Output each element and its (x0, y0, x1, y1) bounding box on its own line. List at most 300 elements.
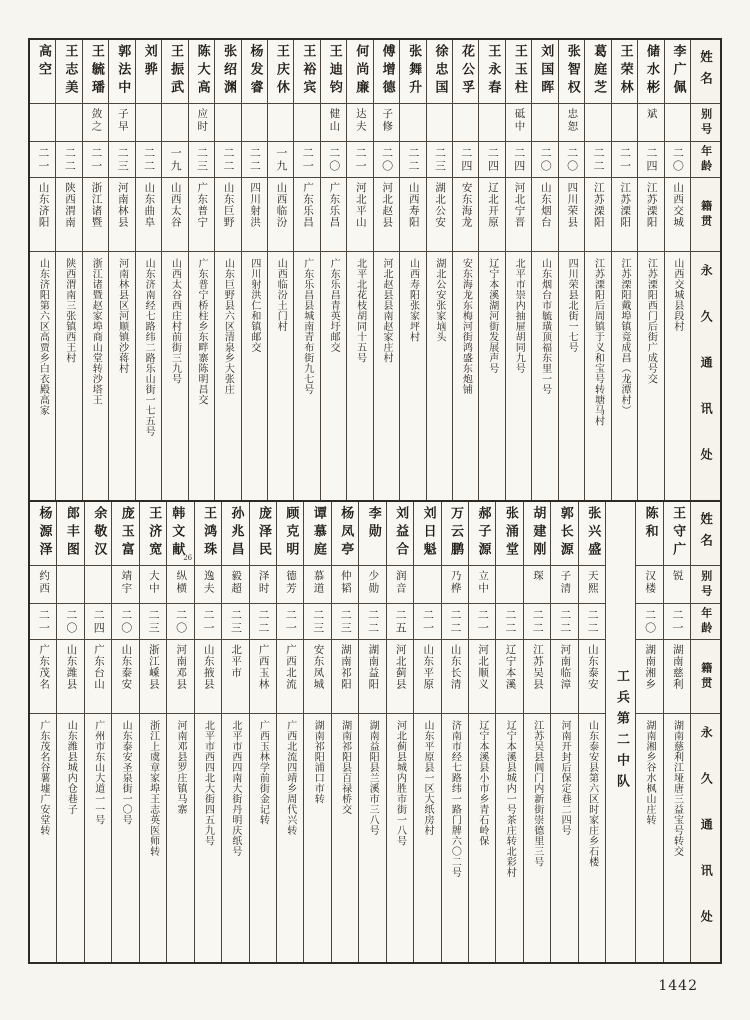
age-cell (30, 604, 56, 640)
person-address: 河北蓟县城内胜市街一八号 (394, 720, 406, 846)
name-cell (242, 40, 267, 104)
person-alias: 天熙 (586, 570, 599, 595)
person-age: 二〇 (119, 608, 133, 635)
person-alias: 汉楼 (644, 570, 657, 595)
person-native-place: 江苏吴县 (531, 644, 544, 690)
person-age: 二一 (301, 146, 315, 173)
address-cell (400, 252, 425, 500)
name-cell (479, 40, 504, 104)
person-age: 二四 (459, 146, 473, 173)
header-age-cell (691, 604, 720, 640)
name-cell (524, 502, 550, 566)
address-cell (136, 252, 161, 500)
person-name: 王守广 (670, 506, 686, 560)
person-address: 湖南祁阳浦口市转 (312, 720, 324, 804)
name-cell (506, 40, 531, 104)
address-cell (294, 252, 319, 500)
age-cell (222, 604, 248, 640)
person-alias: 锐 (671, 570, 684, 583)
age-cell (294, 142, 319, 178)
name-cell (453, 40, 478, 104)
age-cell (665, 142, 690, 178)
age-cell (400, 142, 425, 178)
native-place-cell (268, 178, 293, 252)
person-age: 二二 (531, 608, 545, 635)
person-column (320, 40, 346, 500)
alias-cell (56, 104, 81, 142)
person-age: 一九 (274, 146, 288, 173)
alias-cell (83, 104, 108, 142)
person-name: 花公孚 (458, 44, 474, 98)
name-cell (222, 502, 248, 566)
person-alias: 忠恕 (566, 108, 579, 133)
person-address: 山东济南经七路纬二路乐山街一七五号 (143, 258, 155, 437)
person-name: 庞玉富 (118, 506, 134, 560)
alias-cell (30, 566, 56, 604)
name-cell (414, 502, 440, 566)
person-address: 江苏溧阳西门后街广成号交 (645, 258, 657, 384)
age-cell (85, 604, 111, 640)
person-address: 河北赵县县南赵家庄村 (381, 258, 392, 363)
person-address: 广州市东山大道一一号 (92, 720, 104, 825)
person-address: 广西北流四靖乡周代兴转 (284, 720, 296, 836)
alias-cell (414, 566, 440, 604)
person-alias: 纵横 (175, 570, 188, 595)
person-native-place: 山东烟台 (539, 182, 552, 228)
alias-cell (638, 104, 663, 142)
person-address: 山东泰安圣泉街一〇号 (120, 720, 132, 825)
person-column (241, 40, 267, 500)
person-native-place: 广东普宁 (196, 182, 209, 228)
age-cell (162, 142, 187, 178)
person-column (267, 40, 293, 500)
person-column (30, 502, 56, 962)
person-column (441, 502, 468, 962)
person-column (194, 502, 221, 962)
age-cell (57, 604, 83, 640)
age-cell (453, 142, 478, 178)
person-native-place: 河北宁晋 (513, 182, 526, 228)
native-place-cell (112, 640, 138, 714)
alias-cell (30, 104, 55, 142)
person-name: 王志美 (62, 44, 78, 98)
header-address-label: 永久通讯处 (699, 264, 714, 494)
name-cell (85, 502, 111, 566)
person-address: 山东泰安县第六区时家庄乡石楼 (586, 720, 598, 867)
person-age: 二〇 (565, 146, 579, 173)
name-cell (665, 40, 690, 104)
person-column (373, 40, 399, 500)
person-address: 广西玉林学前街金记转 (257, 720, 269, 825)
person-name: 王庆休 (273, 44, 289, 98)
row-header-column (690, 502, 720, 962)
alias-cell (162, 104, 187, 142)
person-name: 胡建刚 (530, 506, 546, 560)
native-place-cell (195, 640, 221, 714)
native-place-cell (496, 640, 522, 714)
alias-cell (524, 566, 550, 604)
age-cell (585, 142, 610, 178)
person-name: 王裕宾 (300, 44, 316, 98)
native-place-cell (85, 640, 111, 714)
native-place-cell (162, 178, 187, 252)
person-alias: 健山 (328, 108, 341, 133)
person-column (386, 502, 413, 962)
address-cell (250, 714, 276, 962)
age-cell (321, 142, 346, 178)
name-cell (30, 40, 55, 104)
header-alias-cell (691, 104, 720, 142)
roster-sheet (28, 38, 722, 964)
address-cell (30, 714, 56, 962)
person-column (635, 502, 662, 962)
address-cell (140, 714, 166, 962)
person-age: 二一 (421, 608, 435, 635)
person-native-place: 湖南湘乡 (644, 644, 657, 690)
person-address: 辽宁本溪县小市乡青石岭保 (476, 720, 488, 846)
alias-cell (304, 566, 330, 604)
person-alias: 应时 (196, 108, 209, 133)
person-age: 二〇 (380, 146, 394, 173)
person-name: 杨凤亭 (338, 506, 354, 560)
person-address: 广东普宁桥柱乡东畔寨陈明昌交 (195, 258, 207, 405)
name-cell (442, 502, 468, 566)
alias-cell (195, 566, 221, 604)
person-native-place: 江苏溧阳 (619, 182, 632, 228)
header-alias-cell (691, 566, 720, 604)
alias-cell (242, 104, 267, 142)
name-cell (551, 502, 577, 566)
age-cell (242, 142, 267, 178)
address-cell (387, 714, 413, 962)
address-cell (479, 252, 504, 500)
alias-cell (442, 566, 468, 604)
person-name: 余敬汉 (91, 506, 107, 560)
person-age: 二一 (89, 146, 103, 173)
person-address: 山西交城县段村 (671, 258, 683, 332)
person-column (346, 40, 372, 500)
person-name: 傅增德 (379, 44, 395, 98)
person-age: 二二 (586, 608, 600, 635)
person-alias: 乃桦 (449, 570, 462, 595)
person-native-place: 山东泰安 (586, 644, 599, 690)
person-age: 二一 (618, 146, 632, 173)
person-native-place: 河南林县 (116, 182, 129, 228)
person-native-place: 河北蓟县 (394, 644, 407, 690)
alias-cell (636, 566, 662, 604)
address-cell (427, 252, 452, 500)
native-place-cell (250, 640, 276, 714)
age-cell (112, 604, 138, 640)
person-column (56, 502, 83, 962)
name-cell (469, 502, 495, 566)
name-footnote-number: 26 (183, 554, 193, 562)
person-column (663, 502, 690, 962)
address-cell (57, 714, 83, 962)
alias-cell (665, 104, 690, 142)
person-name: 郎丰图 (63, 506, 79, 560)
unit-section-cell (606, 502, 635, 962)
person-age: 二〇 (643, 608, 657, 635)
person-name: 陈和 (642, 506, 658, 542)
name-cell (195, 502, 221, 566)
person-column (55, 40, 81, 500)
alias-cell (585, 104, 610, 142)
header-alias-label: 别号 (699, 107, 713, 138)
person-column (293, 40, 319, 500)
address-cell (195, 714, 221, 962)
person-column (82, 40, 108, 500)
person-alias: 子早 (116, 108, 129, 133)
person-native-place: 山东潍县 (65, 644, 78, 690)
alias-cell (387, 566, 413, 604)
person-column (135, 40, 161, 500)
native-place-cell (479, 178, 504, 252)
person-alias: 达夫 (354, 108, 367, 133)
native-place-cell (359, 640, 385, 714)
address-cell (665, 252, 690, 500)
person-native-place: 江苏溧阳 (592, 182, 605, 228)
person-column (495, 502, 522, 962)
native-place-cell (400, 178, 425, 252)
person-age: 二二 (558, 608, 572, 635)
alias-cell (579, 566, 605, 604)
person-native-place: 山东泰安 (120, 644, 133, 690)
address-cell (551, 714, 577, 962)
native-place-cell (524, 640, 550, 714)
header-native-cell (691, 178, 720, 252)
person-native-place: 河南邓县 (175, 644, 188, 690)
age-cell (496, 604, 522, 640)
alias-cell (268, 104, 293, 142)
person-column (166, 502, 193, 962)
person-address: 河南邓县罗庄镇马寨 (175, 720, 186, 815)
person-column (558, 40, 584, 500)
person-name: 杨源泽 (36, 506, 52, 560)
person-address: 四川射洪仁和镇邮交 (248, 258, 260, 353)
address-cell (277, 714, 303, 962)
age-cell (56, 142, 81, 178)
address-cell (162, 252, 187, 500)
person-column (214, 40, 240, 500)
alias-cell (85, 566, 111, 604)
alias-cell (469, 566, 495, 604)
native-place-cell (189, 178, 214, 252)
name-cell (359, 502, 385, 566)
name-cell (189, 40, 214, 104)
alias-cell (294, 104, 319, 142)
age-cell (215, 142, 240, 178)
alias-cell (496, 566, 522, 604)
name-cell (496, 502, 522, 566)
alias-cell (551, 566, 577, 604)
name-cell (321, 40, 346, 104)
person-age: 二一 (671, 608, 684, 635)
native-place-cell (585, 178, 610, 252)
name-cell (638, 40, 663, 104)
person-name: 葛庭芝 (591, 44, 607, 98)
native-place-cell (242, 178, 267, 252)
person-column (108, 40, 134, 500)
person-name: 谭慕庭 (310, 506, 326, 560)
person-column (452, 40, 478, 500)
name-cell (57, 502, 83, 566)
name-cell (215, 40, 240, 104)
person-native-place: 安东海龙 (460, 182, 473, 228)
person-name: 王鸿珠 (201, 506, 217, 560)
person-native-place: 山东平原 (422, 644, 435, 690)
person-name: 庞泽民 (255, 506, 271, 560)
native-place-cell (612, 178, 637, 252)
row-header-column (690, 40, 720, 500)
alias-cell (359, 566, 385, 604)
name-cell (427, 40, 452, 104)
person-column (221, 502, 248, 962)
person-native-place: 江苏溧阳 (645, 182, 658, 228)
person-age: 二〇 (64, 608, 78, 635)
native-place-cell (30, 640, 56, 714)
address-cell (469, 714, 495, 962)
header-name-label: 姓名 (698, 512, 714, 555)
person-native-place: 湖南祁阳 (339, 644, 352, 690)
native-place-cell (332, 640, 358, 714)
person-name: 高空 (35, 44, 51, 80)
person-name: 王济宽 (146, 506, 162, 560)
person-address: 江苏溧阳戴埠镇竟成昌（龙潭村） (618, 258, 630, 416)
name-cell (30, 502, 56, 566)
name-cell (268, 40, 293, 104)
address-cell (83, 252, 108, 500)
alias-cell (57, 566, 83, 604)
native-place-cell (277, 640, 303, 714)
address-cell (85, 714, 111, 962)
person-name: 刘国晖 (538, 44, 554, 98)
person-alias: 大中 (147, 570, 160, 595)
native-place-cell (136, 178, 161, 252)
age-cell (277, 604, 303, 640)
address-cell (167, 714, 193, 962)
address-cell (359, 714, 385, 962)
native-place-cell (294, 178, 319, 252)
native-place-cell (83, 178, 108, 252)
person-address: 北平市西四北大街四五九号 (202, 720, 214, 846)
person-name: 何尚廉 (353, 44, 369, 98)
person-address: 山西寿阳张家坪村 (407, 258, 419, 342)
age-cell (140, 604, 166, 640)
age-cell (636, 604, 662, 640)
native-place-cell (442, 640, 468, 714)
person-address: 浙江诸暨赵家埠商山堂转沙塔王 (90, 258, 102, 405)
native-place-cell (57, 640, 83, 714)
person-age: 二一 (284, 608, 298, 635)
person-age: 一九 (169, 146, 183, 173)
person-address: 广东乐昌青英圩邮交 (328, 258, 340, 353)
name-cell (140, 502, 166, 566)
person-address: 陕西渭南三张镇西王村 (63, 258, 75, 363)
person-name: 陈大高 (194, 44, 210, 98)
person-address: 河南开封后保定巷二四号 (559, 720, 571, 836)
person-native-place: 广西北流 (285, 644, 298, 690)
native-place-cell (506, 178, 531, 252)
person-address: 辽宁本溪湖河街发展声号 (486, 258, 498, 374)
name-cell (374, 40, 399, 104)
person-column (331, 502, 358, 962)
native-place-cell (551, 640, 577, 714)
age-cell (442, 604, 468, 640)
person-age: 二二 (592, 146, 606, 173)
person-name: 刘骅 (141, 44, 157, 80)
person-age: 二三 (116, 146, 130, 173)
person-column (188, 40, 214, 500)
header-name-cell (691, 502, 720, 566)
age-cell (664, 604, 690, 640)
address-cell (636, 714, 662, 962)
person-address: 湖南慈利江垭唐三益宝号转交 (671, 720, 683, 857)
header-age-label: 年龄 (699, 144, 713, 175)
name-cell (294, 40, 319, 104)
native-place-cell (387, 640, 413, 714)
person-column (413, 502, 440, 962)
person-name: 张涌堂 (502, 506, 518, 560)
name-cell (277, 502, 303, 566)
name-cell (559, 40, 584, 104)
age-cell (83, 142, 108, 178)
address-cell (579, 714, 605, 962)
alias-cell (532, 104, 557, 142)
age-cell (479, 142, 504, 178)
person-column (84, 502, 111, 962)
address-cell (506, 252, 531, 500)
person-age: 二三 (147, 608, 161, 635)
alias-cell (136, 104, 161, 142)
person-name: 王毓璠 (88, 44, 104, 98)
age-cell (189, 142, 214, 178)
person-name: 韩文献 (169, 506, 185, 560)
alias-cell (427, 104, 452, 142)
person-native-place: 湖北公安 (434, 182, 447, 228)
address-cell (374, 252, 399, 500)
person-name: 王振武 (168, 44, 184, 98)
header-native-cell (691, 640, 720, 714)
age-cell (268, 142, 293, 178)
person-age: 二三 (311, 608, 325, 635)
person-column (399, 40, 425, 500)
person-age: 二四 (644, 146, 658, 173)
person-age: 二三 (195, 146, 209, 173)
native-place-cell (532, 178, 557, 252)
person-name: 李广佩 (670, 44, 686, 98)
name-cell (136, 40, 161, 104)
person-alias: 逸夫 (202, 570, 215, 595)
person-age: 二二 (63, 146, 77, 173)
person-address: 山西太谷西庄村前街三九号 (169, 258, 181, 384)
address-cell (559, 252, 584, 500)
person-alias: 敛之 (90, 108, 103, 133)
age-cell (387, 604, 413, 640)
native-place-cell (469, 640, 495, 714)
alias-cell (321, 104, 346, 142)
native-place-cell (665, 178, 690, 252)
native-place-cell (222, 640, 248, 714)
person-address: 山东巨野县六区清泉乡大张庄 (222, 258, 234, 395)
address-cell (332, 714, 358, 962)
person-name: 张智权 (564, 44, 580, 98)
person-name: 徐忠国 (432, 44, 448, 98)
person-age: 二三 (433, 146, 447, 173)
person-native-place: 山东长清 (449, 644, 462, 690)
person-column (664, 40, 690, 500)
person-address: 湖北公安张家垴头 (433, 258, 445, 342)
